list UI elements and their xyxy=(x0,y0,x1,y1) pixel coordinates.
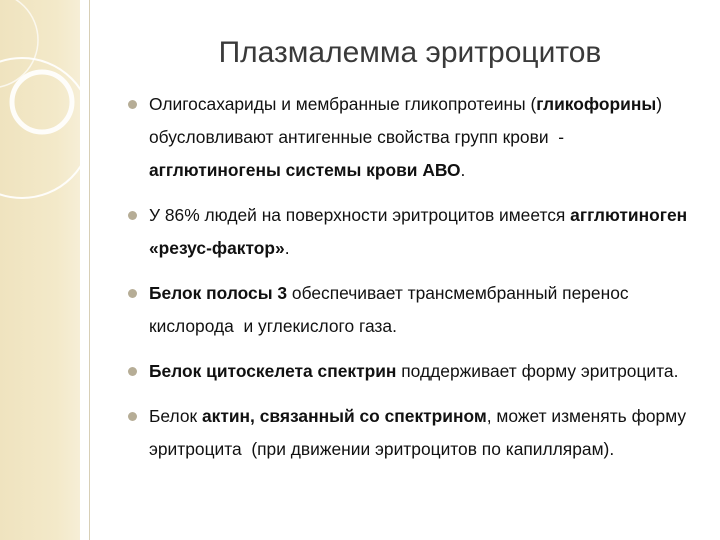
vertical-divider xyxy=(89,0,90,540)
bullet-text-segment: . xyxy=(460,160,466,180)
bullet-text-segment: У 86% людей на поверхности эритроцитов имеется xyxy=(149,205,571,225)
bullet-text-segment: поддерживает форму эритроцита. xyxy=(396,361,679,381)
bullet-text-segment: Олигосахариды и мембранные гликопротеины xyxy=(149,94,531,114)
decorative-circles xyxy=(0,0,110,220)
bullet-text xyxy=(149,400,694,466)
bullet-text xyxy=(149,277,694,343)
bullet-text xyxy=(149,355,694,388)
bullet-dot-icon xyxy=(128,100,137,109)
bullet-item xyxy=(128,199,694,265)
bullet-text xyxy=(149,88,694,187)
bullet-bold-term: агглютиноген «резус-фактор» xyxy=(149,205,692,258)
bullet-text-segment: . xyxy=(284,238,290,258)
bullet-item xyxy=(128,88,694,187)
bullet-dot-icon xyxy=(128,367,137,376)
bullet-text xyxy=(149,199,694,265)
bullet-dot-icon xyxy=(128,412,137,421)
bullet-list xyxy=(128,88,694,478)
bullet-dot-icon xyxy=(128,211,137,220)
bullet-bold-term: Белок цитоскелета спектрин xyxy=(149,361,397,381)
slide-title: Плазмалемма эритроцитов xyxy=(218,36,602,69)
bullet-bold-term: Белок полосы 3 xyxy=(149,283,288,303)
bullet-text-segment: ( xyxy=(530,94,537,114)
bullet-text-segment: ) обусловливают антигенные свойства групп крови - xyxy=(149,94,667,147)
bullet-text-segment: , может изменять форму эритроцита (при движении эритроцитов по капиллярам). xyxy=(149,406,691,459)
bullet-bold-term: актин, связанный со спектрином xyxy=(201,406,487,426)
bullet-item xyxy=(128,277,694,343)
bullet-bold-term: агглютиногены системы крови АВО xyxy=(149,160,461,180)
bullet-bold-term: гликофорины xyxy=(536,94,657,114)
bullet-text-segment: обеспечивает трансмембранный перенос кислорода и углекислого газа. xyxy=(149,283,634,336)
bullet-item xyxy=(128,355,694,388)
bullet-dot-icon xyxy=(128,289,137,298)
bullet-text-segment: Белок xyxy=(149,406,202,426)
bullet-item xyxy=(128,400,694,466)
